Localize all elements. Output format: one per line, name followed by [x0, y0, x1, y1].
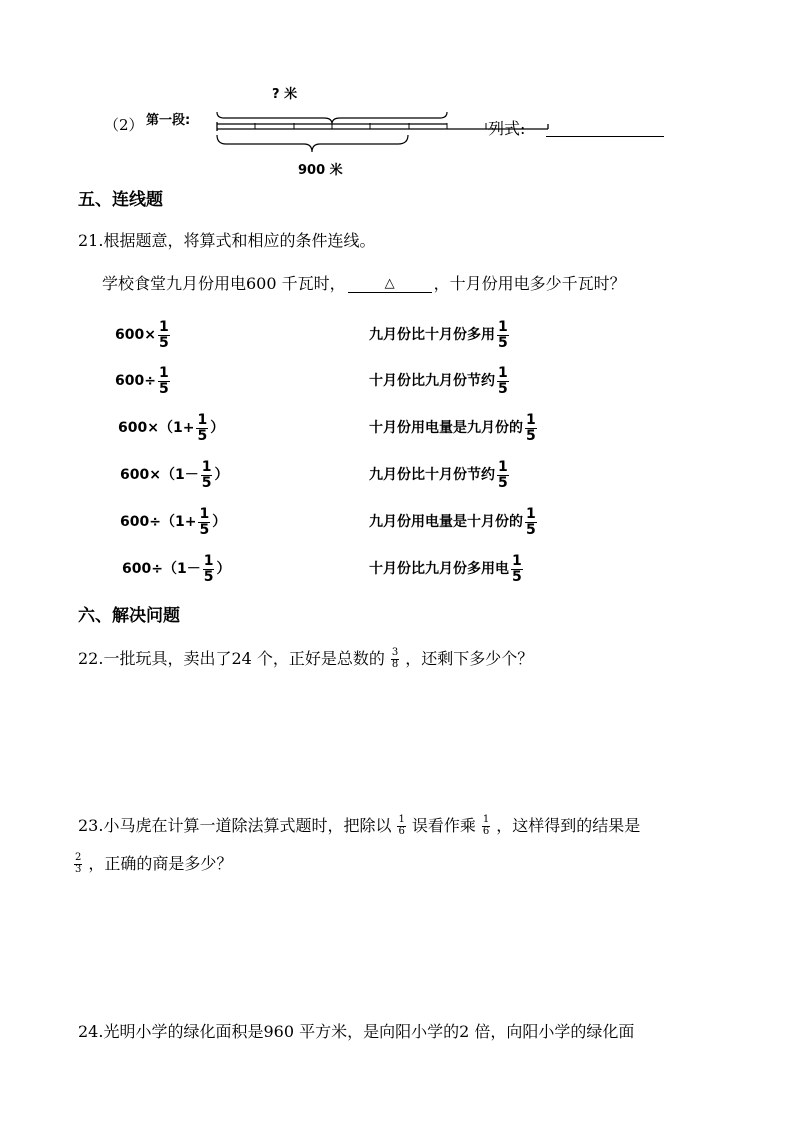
- question-21: [78, 233, 375, 249]
- numerator: 1: [158, 365, 169, 381]
- denominator: 5: [512, 568, 522, 585]
- left-expression-3[interactable]: [118, 413, 224, 443]
- question-text: 误看作乘: [411, 816, 476, 835]
- numerator: 1: [398, 814, 405, 825]
- numerator: 1: [482, 814, 490, 825]
- question-text: ，这样得到的结果是: [496, 816, 641, 835]
- fraction: [201, 460, 213, 490]
- numerator: 1: [201, 459, 212, 475]
- left-expression-6[interactable]: [122, 554, 230, 584]
- condition-text: 九月份比十月份多用: [369, 327, 495, 344]
- fraction: [525, 507, 537, 537]
- expression-suffix: ）: [210, 420, 225, 437]
- diagram-bottom-label: 900 米: [298, 163, 343, 178]
- fraction: [511, 554, 523, 584]
- left-expression-2[interactable]: [115, 366, 172, 396]
- numerator: 1: [498, 319, 508, 335]
- stem-after: ，十月份用电多少千瓦时？: [433, 273, 626, 293]
- expression-text: 600×（1+: [118, 420, 195, 437]
- numerator: 1: [158, 319, 169, 335]
- question-23-line1: [78, 815, 640, 837]
- triangle-icon: △: [384, 276, 395, 291]
- numerator: 1: [498, 365, 508, 381]
- fraction: [74, 853, 82, 875]
- diagram-top-label: ? 米: [272, 87, 298, 102]
- right-condition-2[interactable]: [369, 366, 511, 396]
- fraction: [198, 507, 210, 537]
- condition-text: 九月份比十月份节约: [369, 467, 495, 484]
- question-24: [78, 1024, 634, 1040]
- numerator: 3: [391, 647, 399, 658]
- denominator: 3: [75, 863, 82, 875]
- left-expression-4[interactable]: [120, 460, 228, 490]
- numerator: 1: [203, 553, 214, 569]
- question-text: 光明小学的绿化面积是960 平方米，是向阳小学的2 倍，向阳小学的绿化面: [103, 1022, 635, 1041]
- right-condition-5[interactable]: [369, 507, 539, 537]
- denominator: 5: [498, 474, 508, 491]
- section-five-title: 五、连线题: [78, 190, 163, 210]
- question-22: [78, 648, 533, 670]
- fraction: [391, 648, 399, 670]
- expression-text: 600÷（1－: [122, 561, 201, 578]
- fraction: [196, 413, 208, 443]
- stem-before: 学校食堂九月份用电600 千瓦时，: [102, 273, 346, 293]
- question-text-end: ，还剩下多少个？: [405, 649, 534, 668]
- fraction: [497, 460, 509, 490]
- right-condition-6[interactable]: [369, 554, 525, 584]
- expression-text: 600×: [115, 327, 156, 344]
- numerator: 2: [75, 852, 82, 863]
- fraction: [203, 554, 215, 584]
- left-expression-1[interactable]: [115, 320, 172, 350]
- fraction: [497, 366, 509, 396]
- denominator: 5: [158, 334, 169, 351]
- expression-text: 600÷: [115, 373, 156, 390]
- fraction: [497, 320, 509, 350]
- numerator: 1: [526, 412, 536, 428]
- denominator: 5: [203, 568, 214, 585]
- left-expression-5[interactable]: [120, 507, 226, 537]
- formula-blank[interactable]: [546, 136, 664, 137]
- condition-text: 九月份用电量是十月份的: [369, 514, 523, 531]
- right-condition-1[interactable]: [369, 320, 511, 350]
- denominator: 5: [526, 521, 536, 538]
- right-condition-4[interactable]: [369, 460, 511, 490]
- denominator: 8: [391, 658, 399, 670]
- denominator: 6: [398, 825, 405, 837]
- question-text: 小马虎在计算一道除法算式题时，把除以: [103, 816, 392, 835]
- numerator: 1: [526, 506, 536, 522]
- segment-diagram: [100, 82, 700, 182]
- question-21-stem: [102, 274, 626, 293]
- denominator: 5: [201, 474, 212, 491]
- expression-text: 600×（1－: [120, 467, 199, 484]
- denominator: 6: [482, 825, 490, 837]
- answer-blank[interactable]: [348, 274, 432, 293]
- condition-text: 十月份比九月份节约: [369, 373, 495, 390]
- fraction: [482, 815, 490, 837]
- question-number: 21.: [78, 231, 104, 250]
- denominator: 5: [498, 334, 508, 351]
- fraction: [158, 366, 170, 396]
- denominator: 5: [526, 427, 536, 444]
- denominator: 5: [197, 427, 208, 444]
- right-condition-3[interactable]: [369, 413, 539, 443]
- expression-text: 600÷（1+: [120, 514, 197, 531]
- numerator: 1: [199, 506, 210, 522]
- question-23-line2: [74, 853, 232, 875]
- question-text: 根据题意，将算式和相应的条件连线。: [103, 231, 376, 250]
- denominator: 5: [199, 521, 210, 538]
- diagram-segment-label: 第一段:: [146, 113, 191, 128]
- numerator: 1: [498, 459, 508, 475]
- expression-suffix: ）: [212, 514, 227, 531]
- condition-text: 十月份用电量是九月份的: [369, 420, 523, 437]
- question-text: 一批玩具，卖出了24 个，正好是总数的: [103, 649, 385, 668]
- expression-suffix: ）: [214, 467, 229, 484]
- numerator: 1: [197, 412, 208, 428]
- question-number: 22.: [78, 649, 104, 668]
- question-number: 24.: [78, 1022, 104, 1041]
- section-six-title: 六、解决问题: [78, 606, 180, 626]
- diagram-item-label: （2）: [104, 116, 144, 134]
- question-number: 23.: [78, 816, 104, 835]
- fraction: [525, 413, 537, 443]
- denominator: 5: [158, 380, 169, 397]
- condition-text: 十月份比九月份多用电: [369, 561, 509, 578]
- fraction: [158, 320, 170, 350]
- expression-suffix: ）: [216, 561, 231, 578]
- question-text-end: ，正确的商是多少？: [88, 854, 233, 873]
- fraction: [397, 815, 405, 837]
- formula-label: 列式:: [488, 119, 526, 138]
- denominator: 5: [498, 380, 508, 397]
- numerator: 1: [512, 553, 522, 569]
